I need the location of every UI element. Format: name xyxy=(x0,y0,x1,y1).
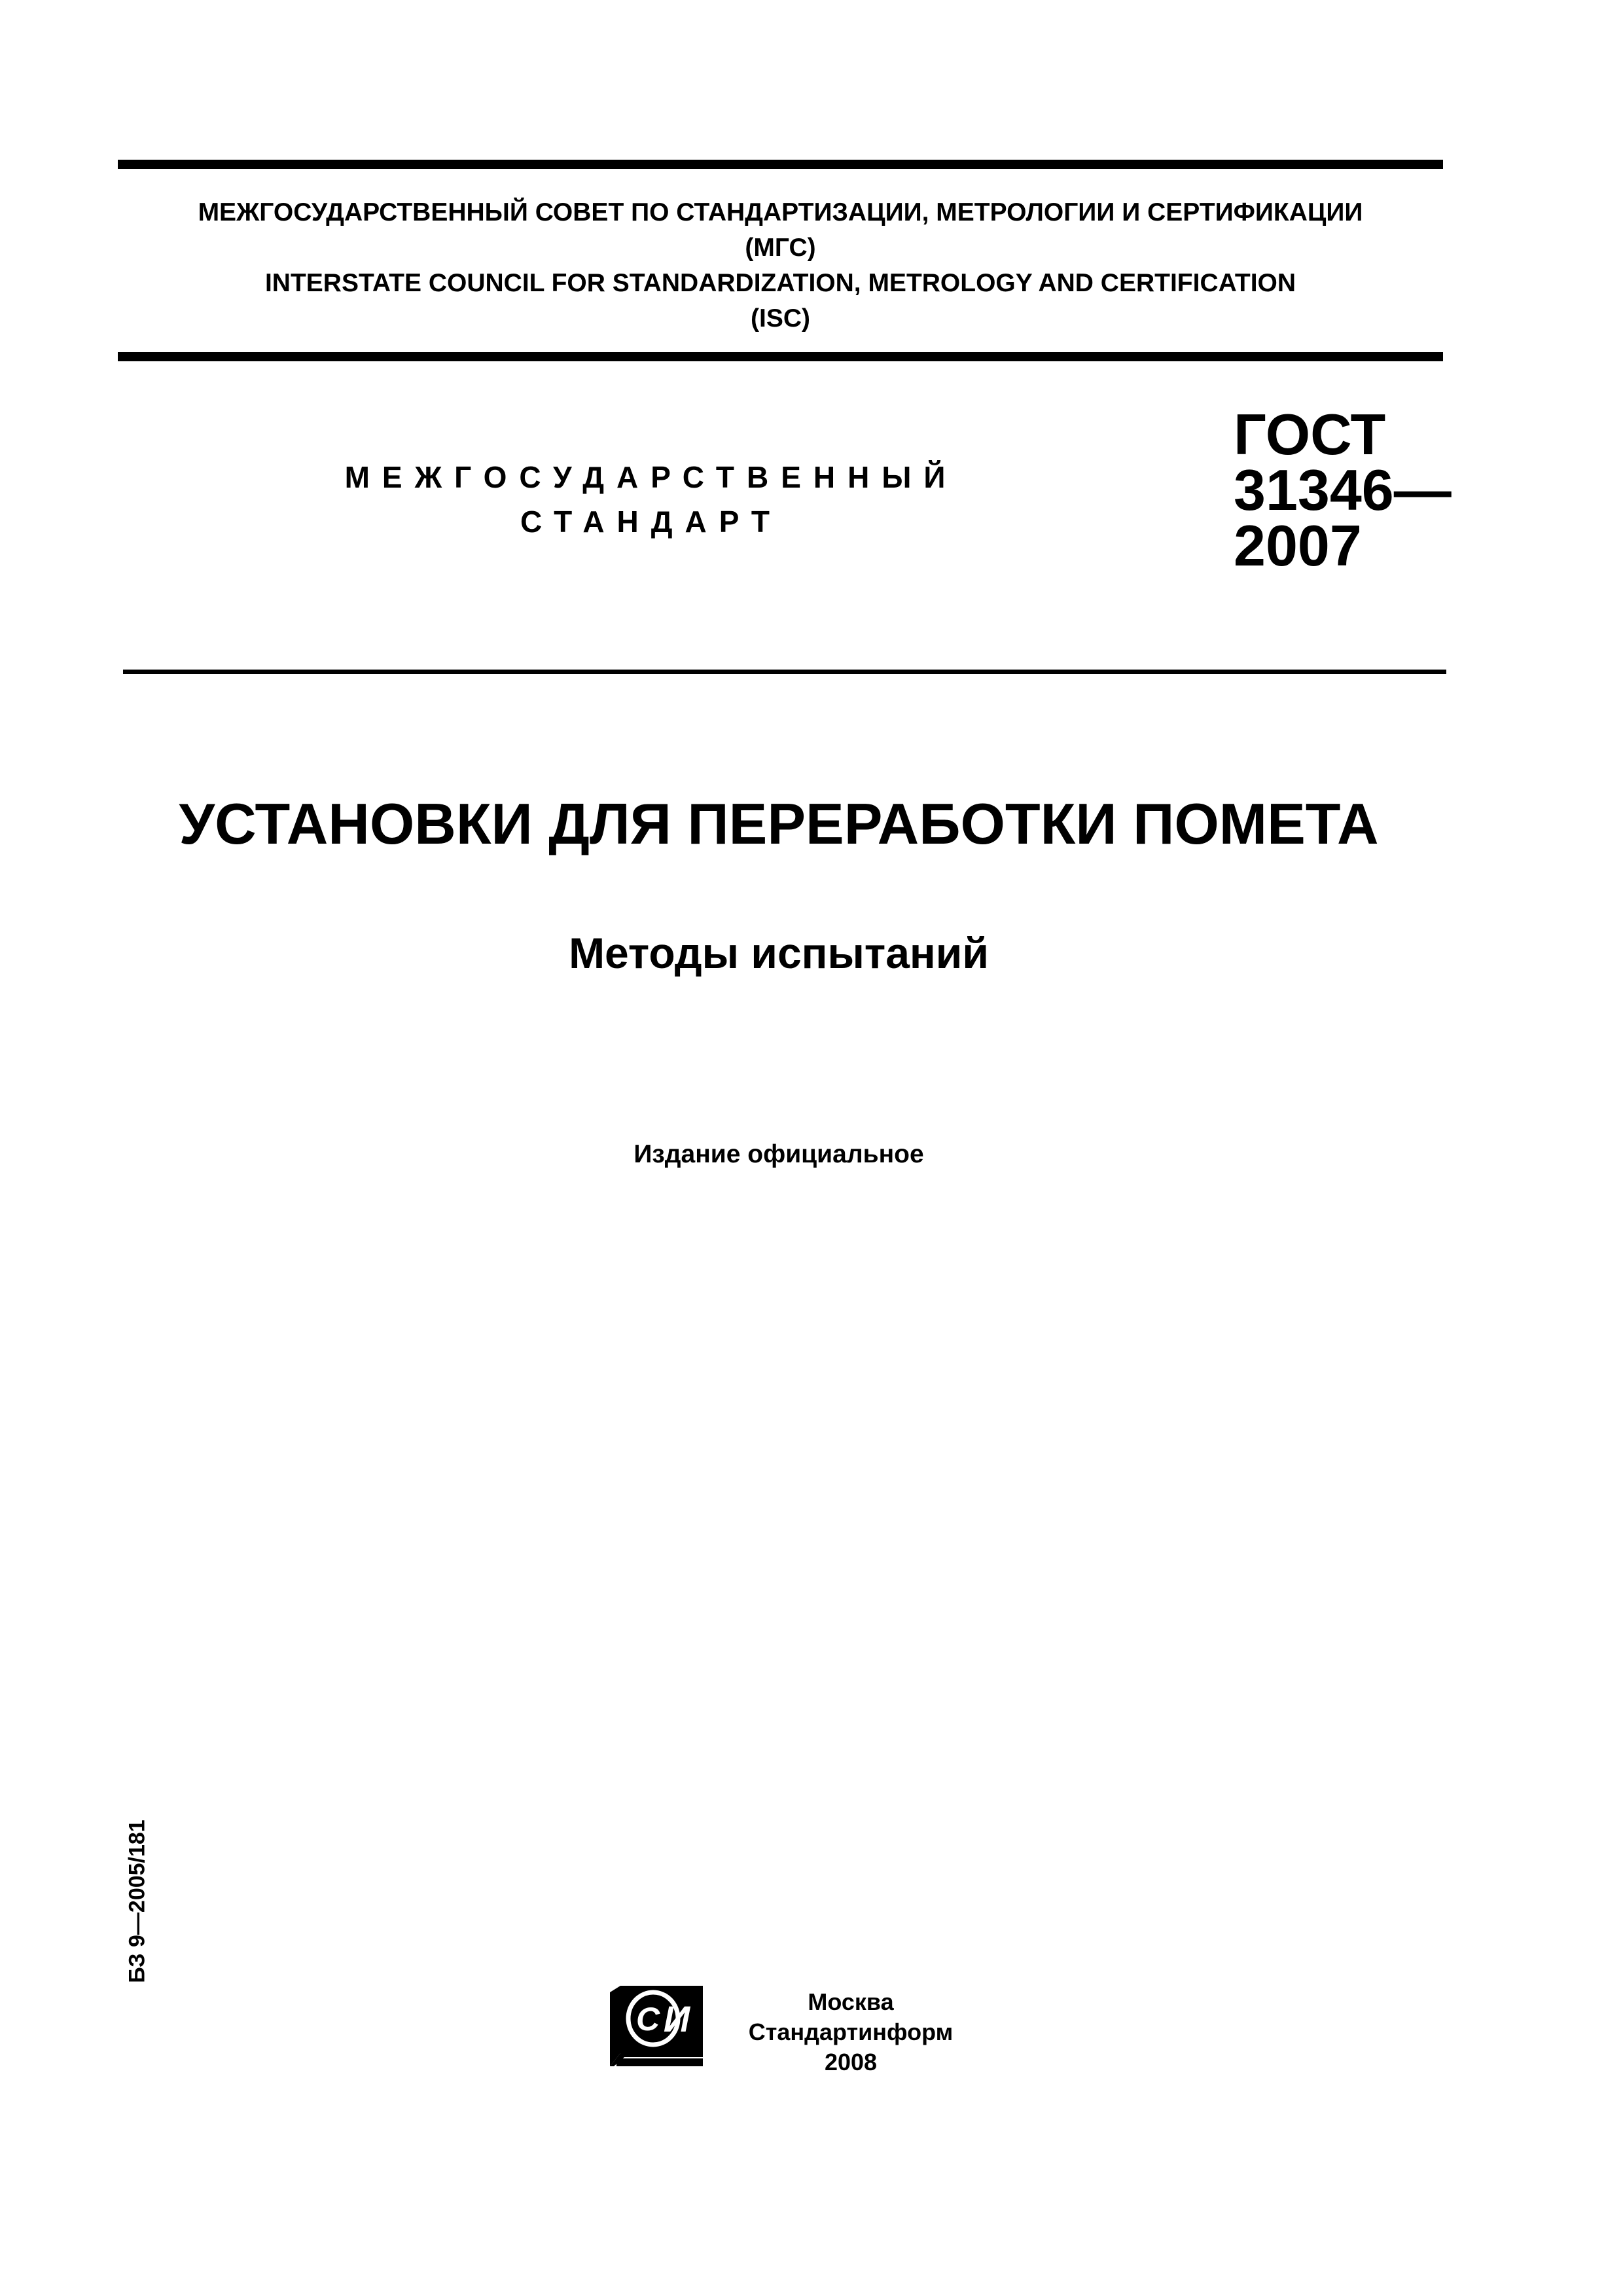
svg-text:И: И xyxy=(663,1998,690,2039)
publication-year: 2008 xyxy=(824,2049,878,2075)
designation-rule xyxy=(123,670,1446,674)
catalog-code: БЗ 9—2005/181 xyxy=(124,1820,150,1983)
council-name-en: INTERSTATE COUNCIL FOR STANDARDIZATION, METROLOGY AND CERTIFICATION xyxy=(264,269,1296,297)
council-name-ru: МЕЖГОСУДАРСТВЕННЫЙ СОВЕТ ПО СТАНДАРТИЗАЦИИ, МЕТРОЛОГИИ И СЕРТИФИКАЦИИ xyxy=(198,198,1363,226)
council-abbr-en: (ISC) xyxy=(751,304,810,332)
publisher-name: Стандартинформ xyxy=(748,2018,954,2045)
svg-text:С: С xyxy=(635,2001,660,2037)
publisher-logo-icon xyxy=(609,1984,704,2068)
standard-kind-line-1: МЕЖГОСУДАРСТВЕННЫЙ xyxy=(344,460,958,494)
document-subtitle: Методы испытаний xyxy=(569,929,989,977)
header-bottom-rule xyxy=(118,352,1443,361)
document-title: УСТАНОВКИ ДЛЯ ПЕРЕРАБОТКИ ПОМЕТА xyxy=(179,791,1379,856)
edition-note: Издание официальное xyxy=(633,1140,924,1168)
gost-number: 31346— xyxy=(1234,457,1452,522)
gost-label: ГОСТ xyxy=(1234,402,1386,467)
top-rule xyxy=(118,160,1443,169)
gost-year: 2007 xyxy=(1234,513,1362,578)
publisher-city: Москва xyxy=(808,1988,894,2015)
standard-kind-line-2: СТАНДАРТ xyxy=(520,505,782,539)
council-abbr-ru: (МГС) xyxy=(745,234,816,262)
